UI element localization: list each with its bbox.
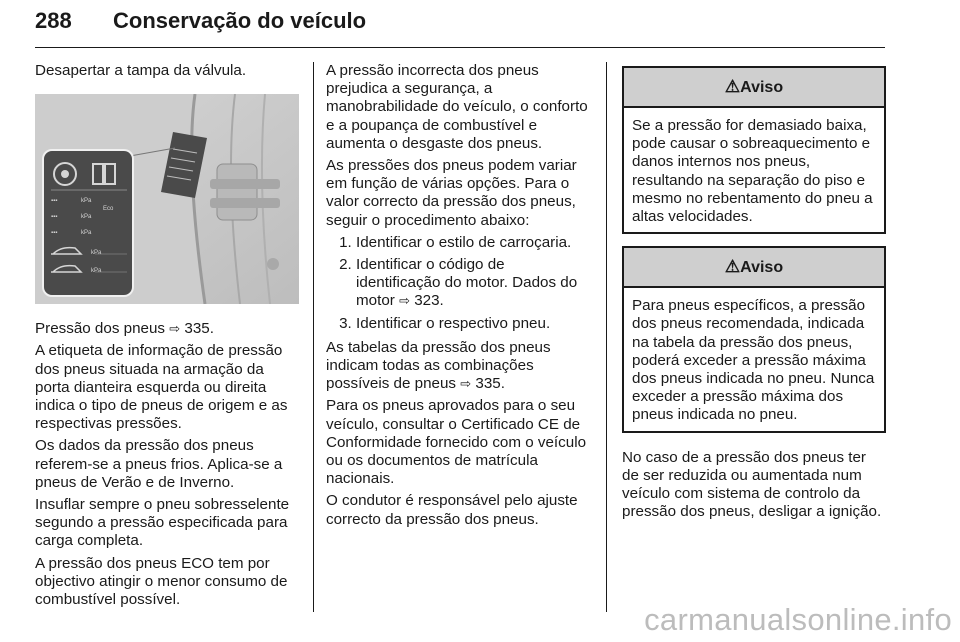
paragraph: Para os pneus aprovados para o seu veículo, consultar o Certificado CE de Conformidade fornecido com o veículo ou os documentos de matrícula nacionais.: [326, 397, 587, 488]
svg-text:▪▪▪: ▪▪▪: [51, 214, 58, 221]
page-reference-link[interactable]: 335.: [184, 320, 214, 338]
svg-text:▪▪▪: ▪▪▪: [51, 198, 58, 205]
page-reference-link[interactable]: 335.: [475, 375, 505, 393]
warning-triangle-icon: ⚠: [724, 77, 741, 96]
paragraph: A pressão dos pneus ECO tem por objectivo atingir o menor consumo de combustível possível.: [35, 554, 288, 609]
tire-label-figure: [35, 94, 299, 304]
warning-header: [624, 248, 884, 288]
page-title: Conservação do veículo: [113, 8, 367, 33]
figure-eco-label: Eco: [103, 206, 114, 213]
warning-box: [622, 66, 886, 234]
watermark: carmanualsonline.info: [644, 602, 952, 637]
warning-title: Aviso: [740, 79, 784, 96]
paragraph: A etiqueta de informação de pressão dos pneus situada na armação da porta dianteira esquerda ou direita indica o tipo de pneus de origem e as respectivas pressões.: [35, 342, 288, 433]
column-divider: [606, 62, 607, 612]
column-divider: [313, 62, 314, 612]
paragraph-text: Pressão dos pneus: [35, 320, 166, 338]
paragraph: A pressão incorrecta dos pneus prejudica a segurança, a manobrabilidade do veículo, o conforto e a poupança de combustível e aumenta o desgaste dos pneus.: [326, 62, 588, 152]
warning-text: Se a pressão for demasiado baixa, pode causar o sobreaquecimento e danos internos nos pneus, resultando na separação do piso e mesmo no rebentamento do pneu a altas velocidades.: [632, 117, 873, 226]
paragraph: [35, 320, 299, 338]
warning-box: [622, 246, 886, 432]
svg-text:kPa: kPa: [81, 230, 92, 237]
paragraph: Insuflar sempre o pneu sobresselente segundo a pressão especificada para carga completa.: [35, 496, 290, 550]
page-ref-arrow-icon: ⇨: [399, 293, 410, 309]
paragraph-text: As tabelas da pressão dos pneus indicam todas as combinações possíveis de pneus: [326, 338, 551, 393]
page-number: 288: [35, 8, 72, 33]
svg-text:kPa: kPa: [91, 250, 102, 257]
page-header: [35, 2, 885, 46]
warning-header: [624, 68, 884, 108]
procedure-list: [326, 234, 592, 333]
list-item: 3. Identificar o respectivo pneu.: [356, 315, 592, 333]
figure-unit-label: kPa: [81, 198, 92, 205]
svg-text:▪▪▪: ▪▪▪: [51, 230, 58, 237]
column-3: [622, 66, 886, 525]
paragraph: No caso de a pressão dos pneus ter de ser reduzida ou aumentada num veículo com sistema de controlo da pressão dos pneus, desligar a ignição.: [622, 448, 882, 521]
header-divider: [35, 47, 885, 48]
list-item-text: Identificar o código de identificação do motor. Dados do motor: [356, 256, 578, 310]
svg-text:kPa: kPa: [81, 214, 92, 221]
paragraph: Desapertar a tampa da válvula.: [35, 62, 247, 79]
paragraph: [326, 339, 592, 394]
list-item: 1. Identificar o estilo de carroçaria.: [356, 234, 592, 252]
warning-triangle-icon: ⚠: [724, 257, 741, 277]
column-1: [35, 62, 299, 613]
column-2: [326, 62, 592, 533]
warning-title: Aviso: [740, 259, 784, 277]
list-item: [356, 256, 592, 311]
paragraph: As pressões dos pneus podem variar em função de várias opções. Para o valor correcto da pressão dos pneus, seguir o procedimento abaixo:: [326, 157, 577, 229]
page-ref-arrow-icon: ⇨: [169, 321, 181, 337]
svg-text:kPa: kPa: [91, 268, 102, 275]
warning-text: Para pneus específicos, a pressão dos pneus recomendada, indicada na tabela da pressão dos pneus, poderá exceder a pressão máxima dos pneus indicada no pneu. Nunca exceder a pressão máxima dos pneus indicada no pneu.: [632, 297, 875, 424]
door-frame-illustration: [35, 94, 299, 304]
page-reference-link[interactable]: 323.: [414, 292, 444, 310]
page-ref-arrow-icon: ⇨: [460, 376, 472, 392]
paragraph: O condutor é responsável pelo ajuste correcto da pressão dos pneus.: [326, 492, 578, 528]
paragraph: Os dados da pressão dos pneus referem-se a pneus frios. Aplica-se a pneus de Verão e de Inverno.: [35, 437, 283, 491]
